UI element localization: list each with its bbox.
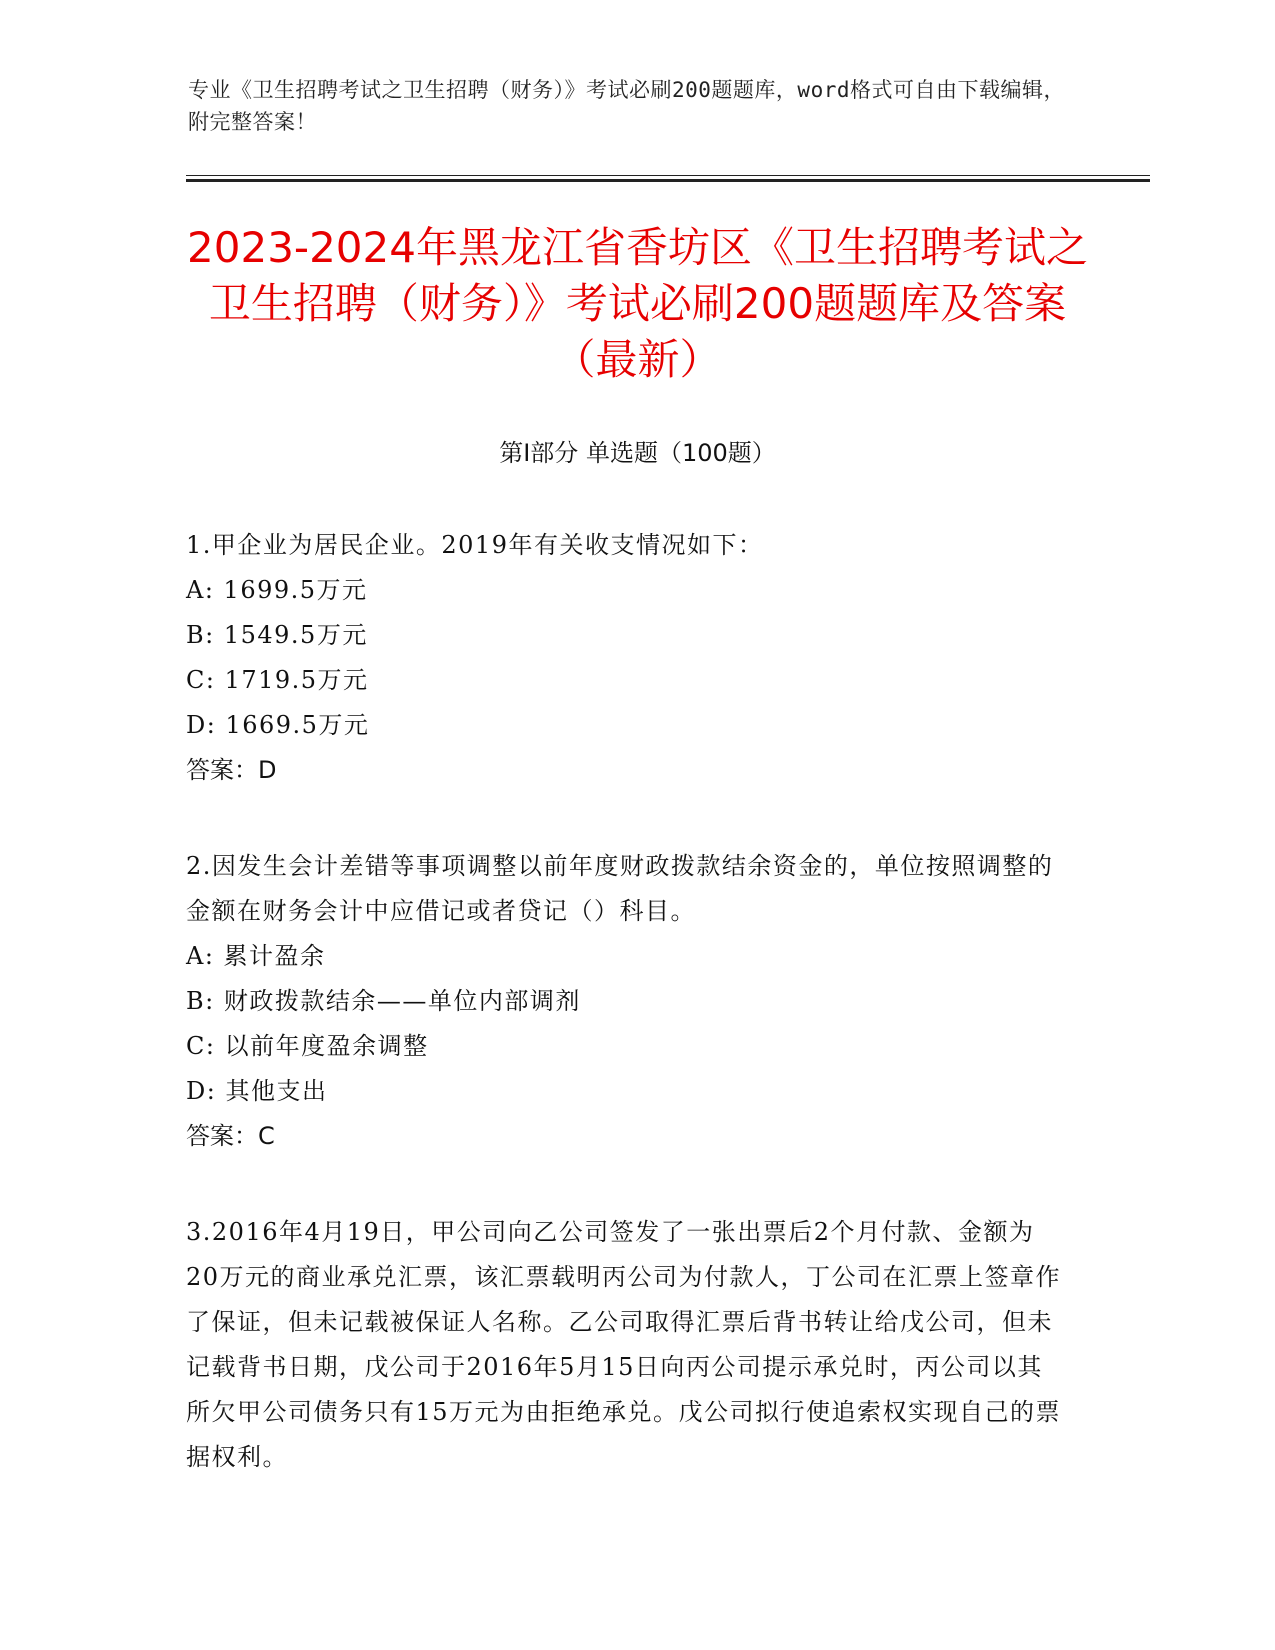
question-text: 1.甲企业为居民企业。2019年有关收支情况如下： (186, 531, 764, 559)
answer: 答案：C (186, 1122, 275, 1150)
question-3 (186, 1210, 1066, 1480)
option-d: D: 其他支出 (186, 1077, 328, 1105)
answer: 答案：D (186, 756, 277, 784)
question-text: 3.2016年4月19日，甲公司向乙公司签发了一张出票后2个月付款、金额为20万元的商业承兑汇票，该汇票载明丙公司为付款人，丁公司在汇票上签章作了保证，但未记载被保证人名称。乙公司取得汇票后背书转让给戊公司，但未记载背书日期，戊公司于2016年5月15日向丙公司提示承兑时，丙公司以其所欠甲公司债务只有15万元为由拒绝承兑。戊公司拟行使追索权实现自己的票据权利。 (186, 1218, 1062, 1471)
header-divider-thick (186, 179, 1150, 182)
option-d: D: 1669.5万元 (186, 711, 370, 739)
question-2 (186, 844, 1066, 1159)
option-a: A: 1699.5万元 (186, 576, 368, 604)
option-a: A: 累计盈余 (186, 942, 326, 970)
question-text: 2.因发生会计差错等事项调整以前年度财政拨款结余资金的，单位按照调整的金额在财务会计中应借记或者贷记（）科目。 (186, 852, 1054, 925)
section-heading: 第Ⅰ部分 单选题（100题） (499, 439, 776, 467)
option-b: B: 财政拨款结余——单位内部调剂 (186, 987, 581, 1015)
question-1 (186, 523, 1066, 793)
option-c: C: 以前年度盈余调整 (186, 1032, 429, 1060)
header-note: 专业《卫生招聘考试之卫生招聘（财务）》考试必刷200题题库，word格式可自由下载编辑，附完整答案！ (188, 78, 1065, 134)
option-c: C: 1719.5万元 (186, 666, 369, 694)
document-title: 2023-2024年黑龙江省香坊区《卫生招聘考试之卫生招聘（财务）》考试必刷200题题库及答案（最新） (187, 223, 1088, 384)
option-b: B: 1549.5万元 (186, 621, 368, 649)
question-list (186, 523, 1066, 1531)
header-divider-thin (186, 175, 1150, 176)
